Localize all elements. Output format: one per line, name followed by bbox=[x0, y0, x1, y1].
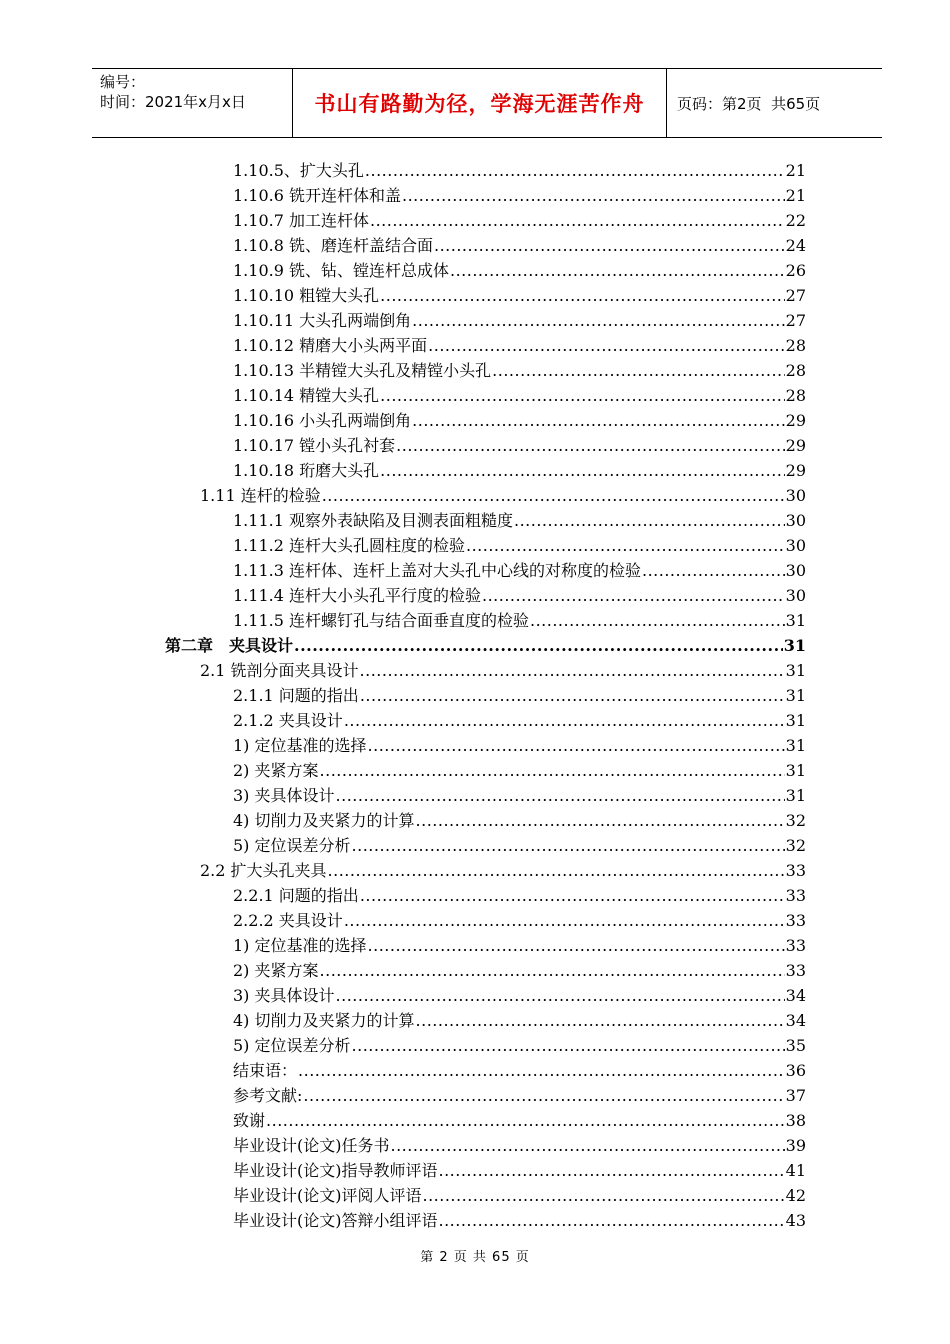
toc-entry[interactable] bbox=[165, 658, 806, 683]
toc-entry[interactable] bbox=[165, 283, 806, 308]
toc-entry[interactable] bbox=[165, 1083, 806, 1108]
toc-entry-page: 30 bbox=[785, 586, 806, 605]
toc-leader-dots bbox=[303, 1083, 784, 1108]
toc-entry-title: 1.11.5 连杆螺钉孔与结合面垂直度的检验 bbox=[233, 611, 529, 630]
toc-leader-dots bbox=[352, 833, 785, 858]
toc-entry-title: 结束语： bbox=[233, 1061, 298, 1080]
toc-entry[interactable] bbox=[165, 1158, 806, 1183]
toc-entry-page: 36 bbox=[785, 1061, 806, 1080]
toc-entry-page: 33 bbox=[785, 861, 806, 880]
toc-leader-dots bbox=[368, 733, 785, 758]
toc-entry-page: 41 bbox=[785, 1161, 806, 1180]
toc-leader-dots bbox=[360, 683, 785, 708]
toc-leader-dots bbox=[642, 558, 785, 583]
toc-entry[interactable] bbox=[165, 333, 806, 358]
toc-entry-page: 33 bbox=[785, 936, 806, 955]
toc-entry[interactable] bbox=[165, 1183, 806, 1208]
toc-entry-title: 毕业设计(论文)评阅人评语 bbox=[233, 1186, 422, 1205]
toc-leader-dots bbox=[360, 658, 785, 683]
toc-leader-dots bbox=[328, 858, 785, 883]
page-header bbox=[92, 68, 882, 138]
toc-leader-dots bbox=[380, 383, 784, 408]
toc-entry-title: 2.2 扩大头孔夹具 bbox=[200, 861, 327, 880]
toc-leader-dots bbox=[492, 358, 784, 383]
toc-entry[interactable] bbox=[165, 1008, 806, 1033]
toc-entry-page: 42 bbox=[785, 1186, 806, 1205]
toc-entry-title: 1.10.11 大头孔两端倒角 bbox=[233, 311, 412, 330]
toc-entry[interactable] bbox=[165, 933, 806, 958]
toc-leader-dots bbox=[365, 158, 785, 183]
toc-leader-dots bbox=[416, 808, 785, 833]
toc-leader-dots bbox=[320, 958, 785, 983]
toc-entry-page: 34 bbox=[785, 1011, 806, 1030]
toc-entry-title: 3) 夹具体设计 bbox=[233, 986, 335, 1005]
toc-leader-dots bbox=[439, 1208, 785, 1233]
toc-entry-title: 2.1 铣剖分面夹具设计 bbox=[200, 661, 359, 680]
toc-entry-page: 31 bbox=[785, 661, 806, 680]
toc-leader-dots bbox=[320, 758, 785, 783]
toc-leader-dots bbox=[482, 583, 785, 608]
toc-entry-page: 31 bbox=[783, 636, 806, 655]
toc-entry-title: 4) 切削力及夹紧力的计算 bbox=[233, 811, 415, 830]
toc-entry-page: 27 bbox=[785, 286, 806, 305]
toc-entry[interactable] bbox=[165, 958, 806, 983]
toc-entry[interactable] bbox=[165, 233, 806, 258]
toc-entry[interactable] bbox=[165, 1033, 806, 1058]
toc-leader-dots bbox=[368, 933, 785, 958]
toc-leader-dots bbox=[352, 1033, 785, 1058]
toc-entry-page: 30 bbox=[785, 511, 806, 530]
toc-entry-title: 5) 定位误差分析 bbox=[233, 836, 351, 855]
toc-entry-page: 29 bbox=[785, 461, 806, 480]
toc-entry[interactable] bbox=[165, 858, 806, 883]
toc-leader-dots bbox=[380, 283, 784, 308]
toc-entry-title: 参考文献: bbox=[233, 1086, 303, 1105]
toc-entry-title: 第二章 夹具设计 bbox=[165, 636, 294, 655]
toc-leader-dots bbox=[322, 483, 785, 508]
toc-entry-title: 2.2.2 夹具设计 bbox=[233, 911, 343, 930]
toc-entry-title: 1.11 连杆的检验 bbox=[200, 486, 321, 505]
toc-entry-title: 1) 定位基准的选择 bbox=[233, 936, 367, 955]
toc-leader-dots bbox=[412, 308, 784, 333]
toc-entry-page: 31 bbox=[785, 611, 806, 630]
toc-entry-title: 2.2.1 问题的指出 bbox=[233, 886, 359, 905]
toc-entry[interactable] bbox=[165, 708, 806, 733]
toc-entry-title: 5) 定位误差分析 bbox=[233, 1036, 351, 1055]
toc-leader-dots bbox=[294, 633, 783, 658]
toc-entry-page: 33 bbox=[785, 886, 806, 905]
toc-entry-title: 毕业设计(论文)答辩小组评语 bbox=[233, 1211, 438, 1230]
toc-leader-dots bbox=[344, 708, 785, 733]
toc-entry-title: 1.10.17 镗小头孔衬套 bbox=[233, 436, 396, 455]
toc-leader-dots bbox=[466, 533, 785, 558]
toc-entry-page: 22 bbox=[785, 211, 806, 230]
toc-entry-title: 致谢 bbox=[233, 1111, 266, 1130]
toc-entry-title: 2.1.2 夹具设计 bbox=[233, 711, 343, 730]
toc-entry-page: 35 bbox=[785, 1036, 806, 1055]
toc-entry[interactable] bbox=[165, 908, 806, 933]
toc-entry-title: 1.10.5、扩大头孔 bbox=[233, 161, 364, 180]
toc-entry-title: 1.11.1 观察外表缺陷及目测表面粗糙度 bbox=[233, 511, 513, 530]
toc-entry-title: 1.10.14 精镗大头孔 bbox=[233, 386, 380, 405]
toc-entry-page: 33 bbox=[785, 961, 806, 980]
toc-entry-title: 1) 定位基准的选择 bbox=[233, 736, 367, 755]
toc-entry[interactable] bbox=[165, 633, 806, 658]
toc-entry-page: 30 bbox=[785, 486, 806, 505]
toc-entry-title: 1.10.10 粗镗大头孔 bbox=[233, 286, 380, 305]
toc-leader-dots bbox=[428, 333, 784, 358]
toc-leader-dots bbox=[344, 908, 785, 933]
toc-entry[interactable] bbox=[165, 508, 806, 533]
toc-entry-page: 31 bbox=[785, 786, 806, 805]
toc-entry[interactable] bbox=[165, 1108, 806, 1133]
toc-entry[interactable] bbox=[165, 783, 806, 808]
toc-entry-page: 26 bbox=[785, 261, 806, 280]
toc-entry-page: 27 bbox=[785, 311, 806, 330]
toc-entry-title: 1.11.2 连杆大头孔圆柱度的检验 bbox=[233, 536, 465, 555]
toc-leader-dots bbox=[370, 208, 785, 233]
toc-entry-title: 1.11.3 连杆体、连杆上盖对大头孔中心线的对称度的检验 bbox=[233, 561, 641, 580]
toc-entry[interactable] bbox=[165, 183, 806, 208]
toc-entry[interactable] bbox=[165, 1058, 806, 1083]
toc-entry-page: 34 bbox=[785, 986, 806, 1005]
toc-entry-page: 29 bbox=[785, 411, 806, 430]
toc-entry-title: 1.10.7 加工连杆体 bbox=[233, 211, 369, 230]
toc-leader-dots bbox=[360, 883, 785, 908]
toc-entry[interactable] bbox=[165, 608, 806, 633]
toc-entry-title: 1.10.16 小头孔两端倒角 bbox=[233, 411, 412, 430]
toc-leader-dots bbox=[336, 983, 785, 1008]
toc-entry-title: 1.10.9 铣、钻、镗连杆总成体 bbox=[233, 261, 449, 280]
toc-entry[interactable] bbox=[165, 808, 806, 833]
toc-entry[interactable] bbox=[165, 383, 806, 408]
toc-entry-title: 1.10.6 铣开连杆体和盖 bbox=[233, 186, 401, 205]
toc-entry[interactable] bbox=[165, 883, 806, 908]
toc-entry-page: 28 bbox=[785, 336, 806, 355]
toc-entry-title: 2) 夹紧方案 bbox=[233, 761, 319, 780]
toc-entry-page: 30 bbox=[785, 536, 806, 555]
toc-entry-title: 3) 夹具体设计 bbox=[233, 786, 335, 805]
toc-entry-page: 38 bbox=[785, 1111, 806, 1130]
toc-entry-title: 4) 切削力及夹紧力的计算 bbox=[233, 1011, 415, 1030]
toc-entry[interactable] bbox=[165, 158, 806, 183]
header-meta bbox=[92, 69, 293, 137]
header-motto: 书山有路勤为径，学海无涯苦作舟 bbox=[293, 69, 667, 137]
toc-entry-page: 21 bbox=[785, 186, 806, 205]
time-label: 时间：2021年x月x日 bbox=[100, 93, 246, 111]
toc-entry-page: 32 bbox=[785, 811, 806, 830]
toc-entry[interactable] bbox=[165, 433, 806, 458]
toc-entry-title: 毕业设计(论文)任务书 bbox=[233, 1136, 390, 1155]
toc-entry-page: 28 bbox=[785, 361, 806, 380]
toc-entry[interactable] bbox=[165, 733, 806, 758]
toc-entry-page: 24 bbox=[785, 236, 806, 255]
toc-entry[interactable] bbox=[165, 208, 806, 233]
toc-entry-title: 毕业设计(论文)指导教师评语 bbox=[233, 1161, 438, 1180]
table-of-contents bbox=[165, 158, 806, 1233]
toc-entry[interactable] bbox=[165, 558, 806, 583]
toc-entry[interactable] bbox=[165, 458, 806, 483]
toc-entry[interactable] bbox=[165, 983, 806, 1008]
page-footer: 第 2 页 共 65 页 bbox=[420, 1250, 530, 1265]
toc-entry[interactable] bbox=[165, 358, 806, 383]
toc-entry-page: 31 bbox=[785, 686, 806, 705]
toc-entry[interactable] bbox=[165, 583, 806, 608]
toc-leader-dots bbox=[402, 183, 785, 208]
toc-entry-title: 1.10.12 精磨大小头两平面 bbox=[233, 336, 428, 355]
toc-leader-dots bbox=[514, 508, 785, 533]
toc-entry[interactable] bbox=[165, 483, 806, 508]
toc-leader-dots bbox=[266, 1108, 785, 1133]
toc-entry[interactable] bbox=[165, 308, 806, 333]
toc-leader-dots bbox=[434, 233, 785, 258]
toc-leader-dots bbox=[416, 1008, 785, 1033]
toc-entry-title: 1.10.13 半精镗大头孔及精镗小头孔 bbox=[233, 361, 492, 380]
toc-entry-page: 32 bbox=[785, 836, 806, 855]
toc-entry-title: 1.11.4 连杆大小头孔平行度的检验 bbox=[233, 586, 481, 605]
toc-entry-page: 31 bbox=[785, 761, 806, 780]
header-page-info: 页码：第2页 共65页 bbox=[677, 94, 821, 113]
toc-entry-page: 39 bbox=[785, 1136, 806, 1155]
toc-entry[interactable] bbox=[165, 833, 806, 858]
toc-entry-page: 30 bbox=[785, 561, 806, 580]
toc-leader-dots bbox=[412, 408, 784, 433]
toc-leader-dots bbox=[298, 1058, 785, 1083]
toc-leader-dots bbox=[439, 1158, 785, 1183]
toc-entry[interactable] bbox=[165, 758, 806, 783]
toc-leader-dots bbox=[450, 258, 785, 283]
toc-entry-page: 21 bbox=[785, 161, 806, 180]
toc-entry-page: 31 bbox=[785, 736, 806, 755]
toc-entry-title: 2.1.1 问题的指出 bbox=[233, 686, 359, 705]
toc-entry-page: 43 bbox=[785, 1211, 806, 1230]
toc-leader-dots bbox=[396, 433, 784, 458]
toc-entry[interactable] bbox=[165, 408, 806, 433]
toc-entry-title: 1.10.18 珩磨大头孔 bbox=[233, 461, 380, 480]
toc-leader-dots bbox=[530, 608, 785, 633]
number-label: 编号： bbox=[100, 73, 146, 91]
toc-entry[interactable] bbox=[165, 683, 806, 708]
toc-entry[interactable] bbox=[165, 1133, 806, 1158]
toc-entry[interactable] bbox=[165, 1208, 806, 1233]
toc-leader-dots bbox=[423, 1183, 785, 1208]
toc-leader-dots bbox=[336, 783, 785, 808]
toc-entry[interactable] bbox=[165, 533, 806, 558]
toc-leader-dots bbox=[380, 458, 784, 483]
toc-entry-title: 1.10.8 铣、磨连杆盖结合面 bbox=[233, 236, 433, 255]
toc-entry-page: 33 bbox=[785, 911, 806, 930]
toc-entry-page: 29 bbox=[785, 436, 806, 455]
toc-leader-dots bbox=[391, 1133, 785, 1158]
toc-entry-page: 37 bbox=[785, 1086, 806, 1105]
toc-entry[interactable] bbox=[165, 258, 806, 283]
toc-entry-title: 2) 夹紧方案 bbox=[233, 961, 319, 980]
toc-entry-page: 31 bbox=[785, 711, 806, 730]
toc-entry-page: 28 bbox=[785, 386, 806, 405]
